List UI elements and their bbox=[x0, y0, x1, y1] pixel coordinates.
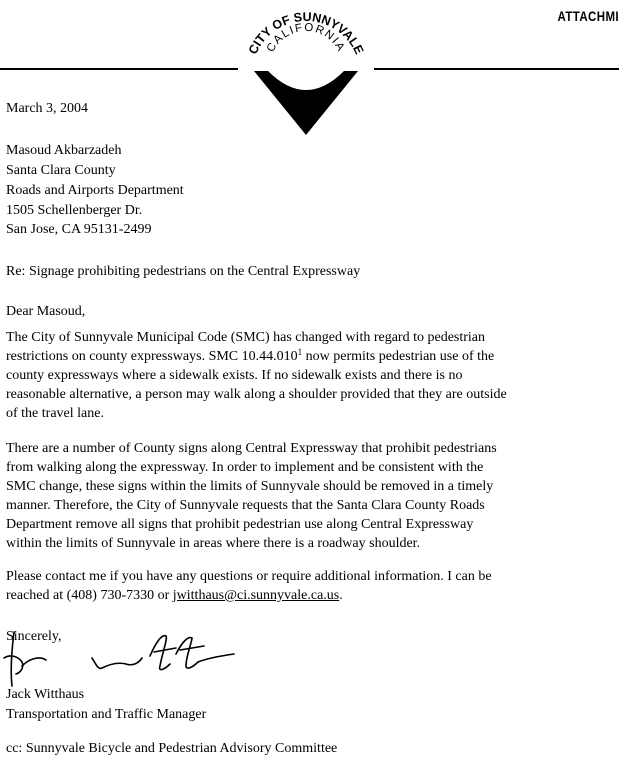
para1-line5: of the travel lane. bbox=[6, 406, 104, 421]
recipient-city: San Jose, CA 95131-2499 bbox=[6, 222, 152, 237]
salutation: Dear Masoud, bbox=[6, 304, 86, 319]
signer-title: Transportation and Traffic Manager bbox=[6, 707, 207, 722]
para2-line5: Department remove all signs that prohibit pedestrian use along Central Expressway bbox=[6, 517, 474, 532]
para2-line4: manner. Therefore, the City of Sunnyvale requests that the Santa Clara County Roads bbox=[6, 498, 485, 513]
header-rule-left bbox=[0, 68, 252, 70]
closing: Sincerely, bbox=[6, 629, 62, 644]
para3-line1: Please contact me if you have any questions or require additional information. I can be bbox=[6, 569, 492, 584]
para3-line2 bbox=[6, 587, 343, 606]
para1-line2 bbox=[6, 348, 494, 367]
para3-line2-a: reached at (408) 730-7330 or bbox=[6, 588, 173, 603]
para2-line1: There are a number of County signs along Central Expressway that prohibit pedestrians bbox=[6, 441, 497, 456]
cc-line: cc: Sunnyvale Bicycle and Pedestrian Advisory Committee bbox=[6, 741, 338, 756]
recipient-org: Santa Clara County bbox=[6, 163, 116, 178]
city-seal-logo bbox=[238, 5, 374, 137]
para2-line6: within the limits of Sunnyvale in areas where there is a roadway shoulder. bbox=[6, 536, 421, 551]
handwritten-signature bbox=[0, 628, 250, 688]
recipient-department: Roads and Airports Department bbox=[6, 183, 184, 198]
para2-line2: from walking along the expressway. In order to implement and be consistent with the bbox=[6, 460, 484, 475]
para2-line3: SMC change, these signs within the limits of Sunnyvale should be removed in a timely bbox=[6, 479, 494, 494]
para1-line3: county expressways where a sidewalk exists. If no sidewalk exists and there is no bbox=[6, 368, 463, 383]
seal-top-text: CITY OF SUNNYVALE bbox=[245, 9, 367, 57]
para3-line2-b: . bbox=[339, 588, 343, 603]
recipient-street: 1505 Schellenberger Dr. bbox=[6, 203, 143, 218]
subject-line: Re: Signage prohibiting pedestrians on the Central Expressway bbox=[6, 264, 361, 279]
para1-line1: The City of Sunnyvale Municipal Code (SMC) has changed with regard to pedestrian bbox=[6, 330, 486, 345]
header-rule-right bbox=[356, 68, 619, 70]
letter-date: March 3, 2004 bbox=[6, 101, 89, 116]
attachment-stamp: ATTACHMI bbox=[557, 8, 619, 24]
para1-line2-b: now permits pedestrian use of the bbox=[302, 349, 495, 364]
para1-line2-a: restrictions on county expressways. SMC 10.44.010 bbox=[6, 349, 298, 364]
signer-name: Jack Witthaus bbox=[6, 687, 85, 702]
recipient-name: Masoud Akbarzadeh bbox=[6, 143, 122, 158]
para1-line4: reasonable alternative, a person may walk along a shoulder provided that they are outside bbox=[6, 387, 507, 402]
email-link[interactable]: jwitthaus@ci.sunnyvale.ca.us bbox=[172, 588, 340, 603]
footnote-marker: 1 bbox=[297, 347, 303, 357]
seal-bottom-text: CALIFORNIA bbox=[264, 21, 348, 55]
